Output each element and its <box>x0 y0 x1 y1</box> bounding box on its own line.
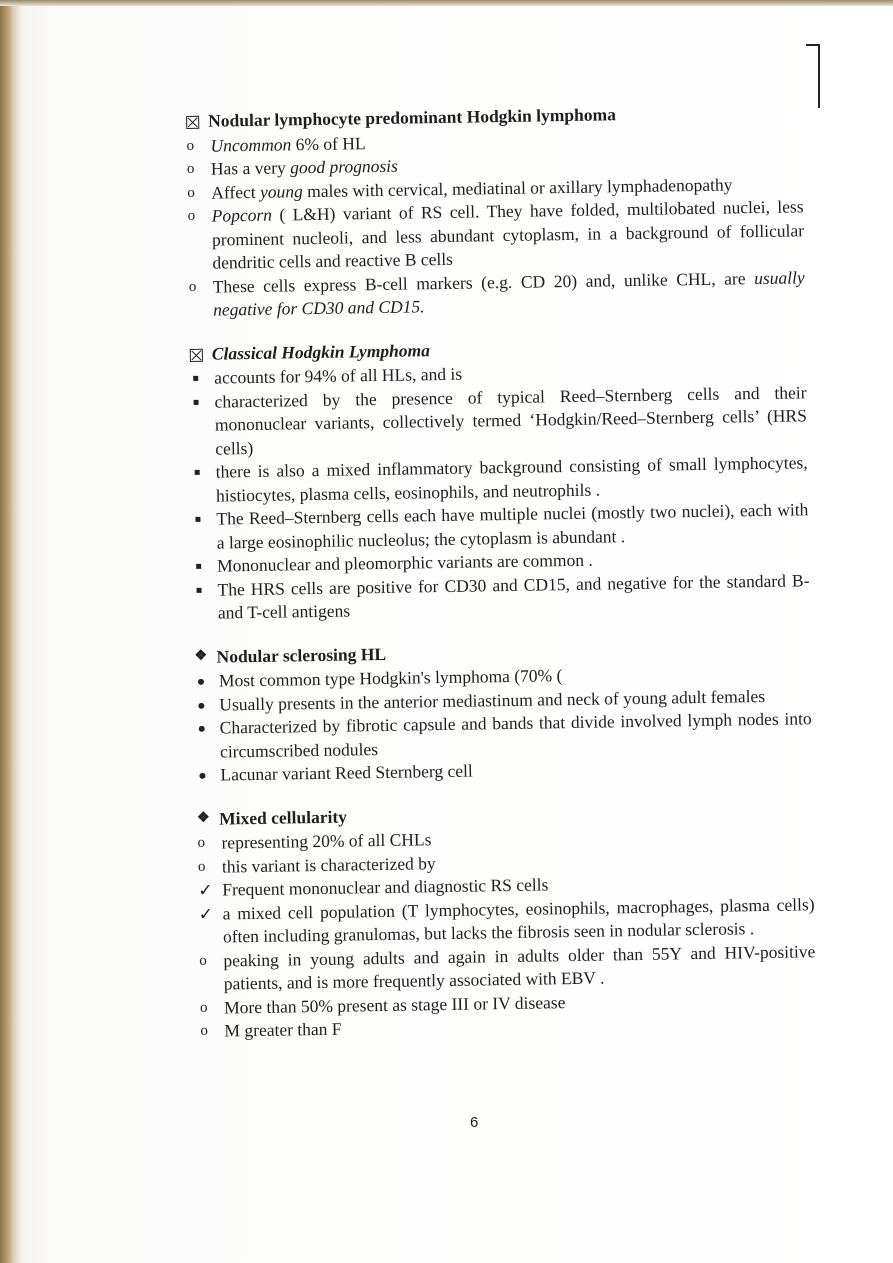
boxed-x-icon <box>186 110 208 134</box>
item-text: More than 50% present as stage III or IV disease <box>223 991 566 1018</box>
item-text: These cells express B-cell markers (e.g. CD 20) and, unlike CHL, are <box>212 267 755 297</box>
item-text: Usually presents in the anterior mediastinum and neck of young adult females <box>219 685 766 715</box>
item-text: males with cervical, mediatinal or axillary lymphadenopathy <box>302 173 733 201</box>
emphasis-text: good prognosis <box>289 155 399 178</box>
circle-bullet-icon: o <box>199 952 207 969</box>
bullet-list <box>190 357 810 625</box>
emphasis-text: young <box>259 180 303 202</box>
section-title: Classical Hodgkin Lymphoma <box>211 339 431 364</box>
item-text: representing 20% of all CHLs <box>221 829 432 853</box>
emphasis-text: Uncommon <box>210 133 292 156</box>
scan-top-edge <box>0 0 893 6</box>
section-nlphl <box>186 100 805 322</box>
item-text: M greater than F <box>224 1018 342 1041</box>
section-title: Nodular lymphocyte predominant Hodgkin lymphoma <box>208 104 617 131</box>
list-item <box>193 569 810 626</box>
checkmark-icon: ✓ <box>198 880 213 900</box>
list-item <box>190 381 807 461</box>
item-text: 6% of HL <box>291 132 366 154</box>
item-text: The Reed–Sternberg cells each have multiple nuclei (mostly two nuclei), each with a large eosinophilic nucleolus; the cytoplasm is abundant . <box>216 499 809 553</box>
four-diamond-icon: ❖ <box>194 648 208 665</box>
item-text: accounts for 94% of all HLs, and is <box>214 363 463 388</box>
section-title: Mixed cellularity <box>218 806 348 829</box>
circle-bullet-icon: o <box>197 858 206 875</box>
list-item <box>187 195 804 275</box>
item-text: The HRS cells are positive for CD30 and CD15, and negative for the standard B- and T-cell antigens <box>217 569 810 623</box>
emphasis-text: usually negative for CD30 and CD15. <box>212 266 805 320</box>
circle-bullet-icon: o <box>186 137 195 154</box>
item-text: Most common type Hodgkin's lymphoma (70% ( <box>218 665 563 691</box>
item-text: Lacunar variant Reed Sternberg cell <box>220 760 473 785</box>
document-body <box>186 100 817 1063</box>
bullet-list <box>186 125 805 323</box>
list-item <box>189 266 806 323</box>
item-text: Affect <box>211 181 261 203</box>
section-title: Nodular sclerosing HL <box>216 643 387 667</box>
item-text: a mixed cell population (T lymphocytes, eosinophils, macrophages, plasma cells) often including granulomas, but lacks the fibrosis seen in nodular sclerosis . <box>222 893 815 947</box>
item-text: characterized by the presence of typical Reed–Sternberg cells and their mononuclear variants, collectively termed ‘Hodgkin/Reed–Sternberg cells’ (HRS cells) <box>214 381 808 459</box>
section-chl <box>190 333 810 626</box>
item-text: peaking in young adults and again in adults older than 55Y and HIV-positive patients, and is more frequently associated with EBV . <box>223 940 816 994</box>
page-corner-bracket <box>806 44 820 108</box>
item-text: Frequent mononuclear and diagnostic RS cells <box>222 874 549 900</box>
four-diamond-icon: ❖ <box>197 810 210 827</box>
bullet-list <box>195 660 813 787</box>
checkmark-icon: ✓ <box>198 904 214 924</box>
circle-bullet-icon: o <box>186 160 195 177</box>
boxed-x-icon <box>190 342 212 366</box>
item-text: Characterized by fibrotic capsule and bands that divide involved lymph nodes into circumscribed nodules <box>219 708 812 762</box>
item-text: this variant is characterized by <box>221 852 436 877</box>
item-text: ( L&H) variant of RS cell. They have folded, multilobated nuclei, less prominent nucleoli, and less abundant cytoplasm, in a background of follicular dendritic cells and reactive B cells <box>211 196 805 273</box>
emphasis-text: Popcorn <box>211 204 273 226</box>
item-text: there is also a mixed inflammatory background consisting of small lymphocytes, histiocytes, plasma cells, eosinophils, and neutrophils . <box>215 452 808 506</box>
section-nshl <box>194 636 812 788</box>
circle-bullet-icon: o <box>187 207 196 224</box>
section-mc <box>197 798 817 1044</box>
item-text: Mononuclear and pleomorphic variants are common . <box>217 549 593 576</box>
circle-bullet-icon: o <box>187 184 195 201</box>
item-text: Has a very <box>210 157 291 179</box>
circle-bullet-icon: o <box>200 1022 209 1039</box>
circle-bullet-icon: o <box>197 834 206 851</box>
bullet-list <box>197 822 816 1043</box>
page-number: 6 <box>470 1114 479 1131</box>
circle-bullet-icon: o <box>199 999 208 1016</box>
circle-bullet-icon: o <box>188 278 197 295</box>
